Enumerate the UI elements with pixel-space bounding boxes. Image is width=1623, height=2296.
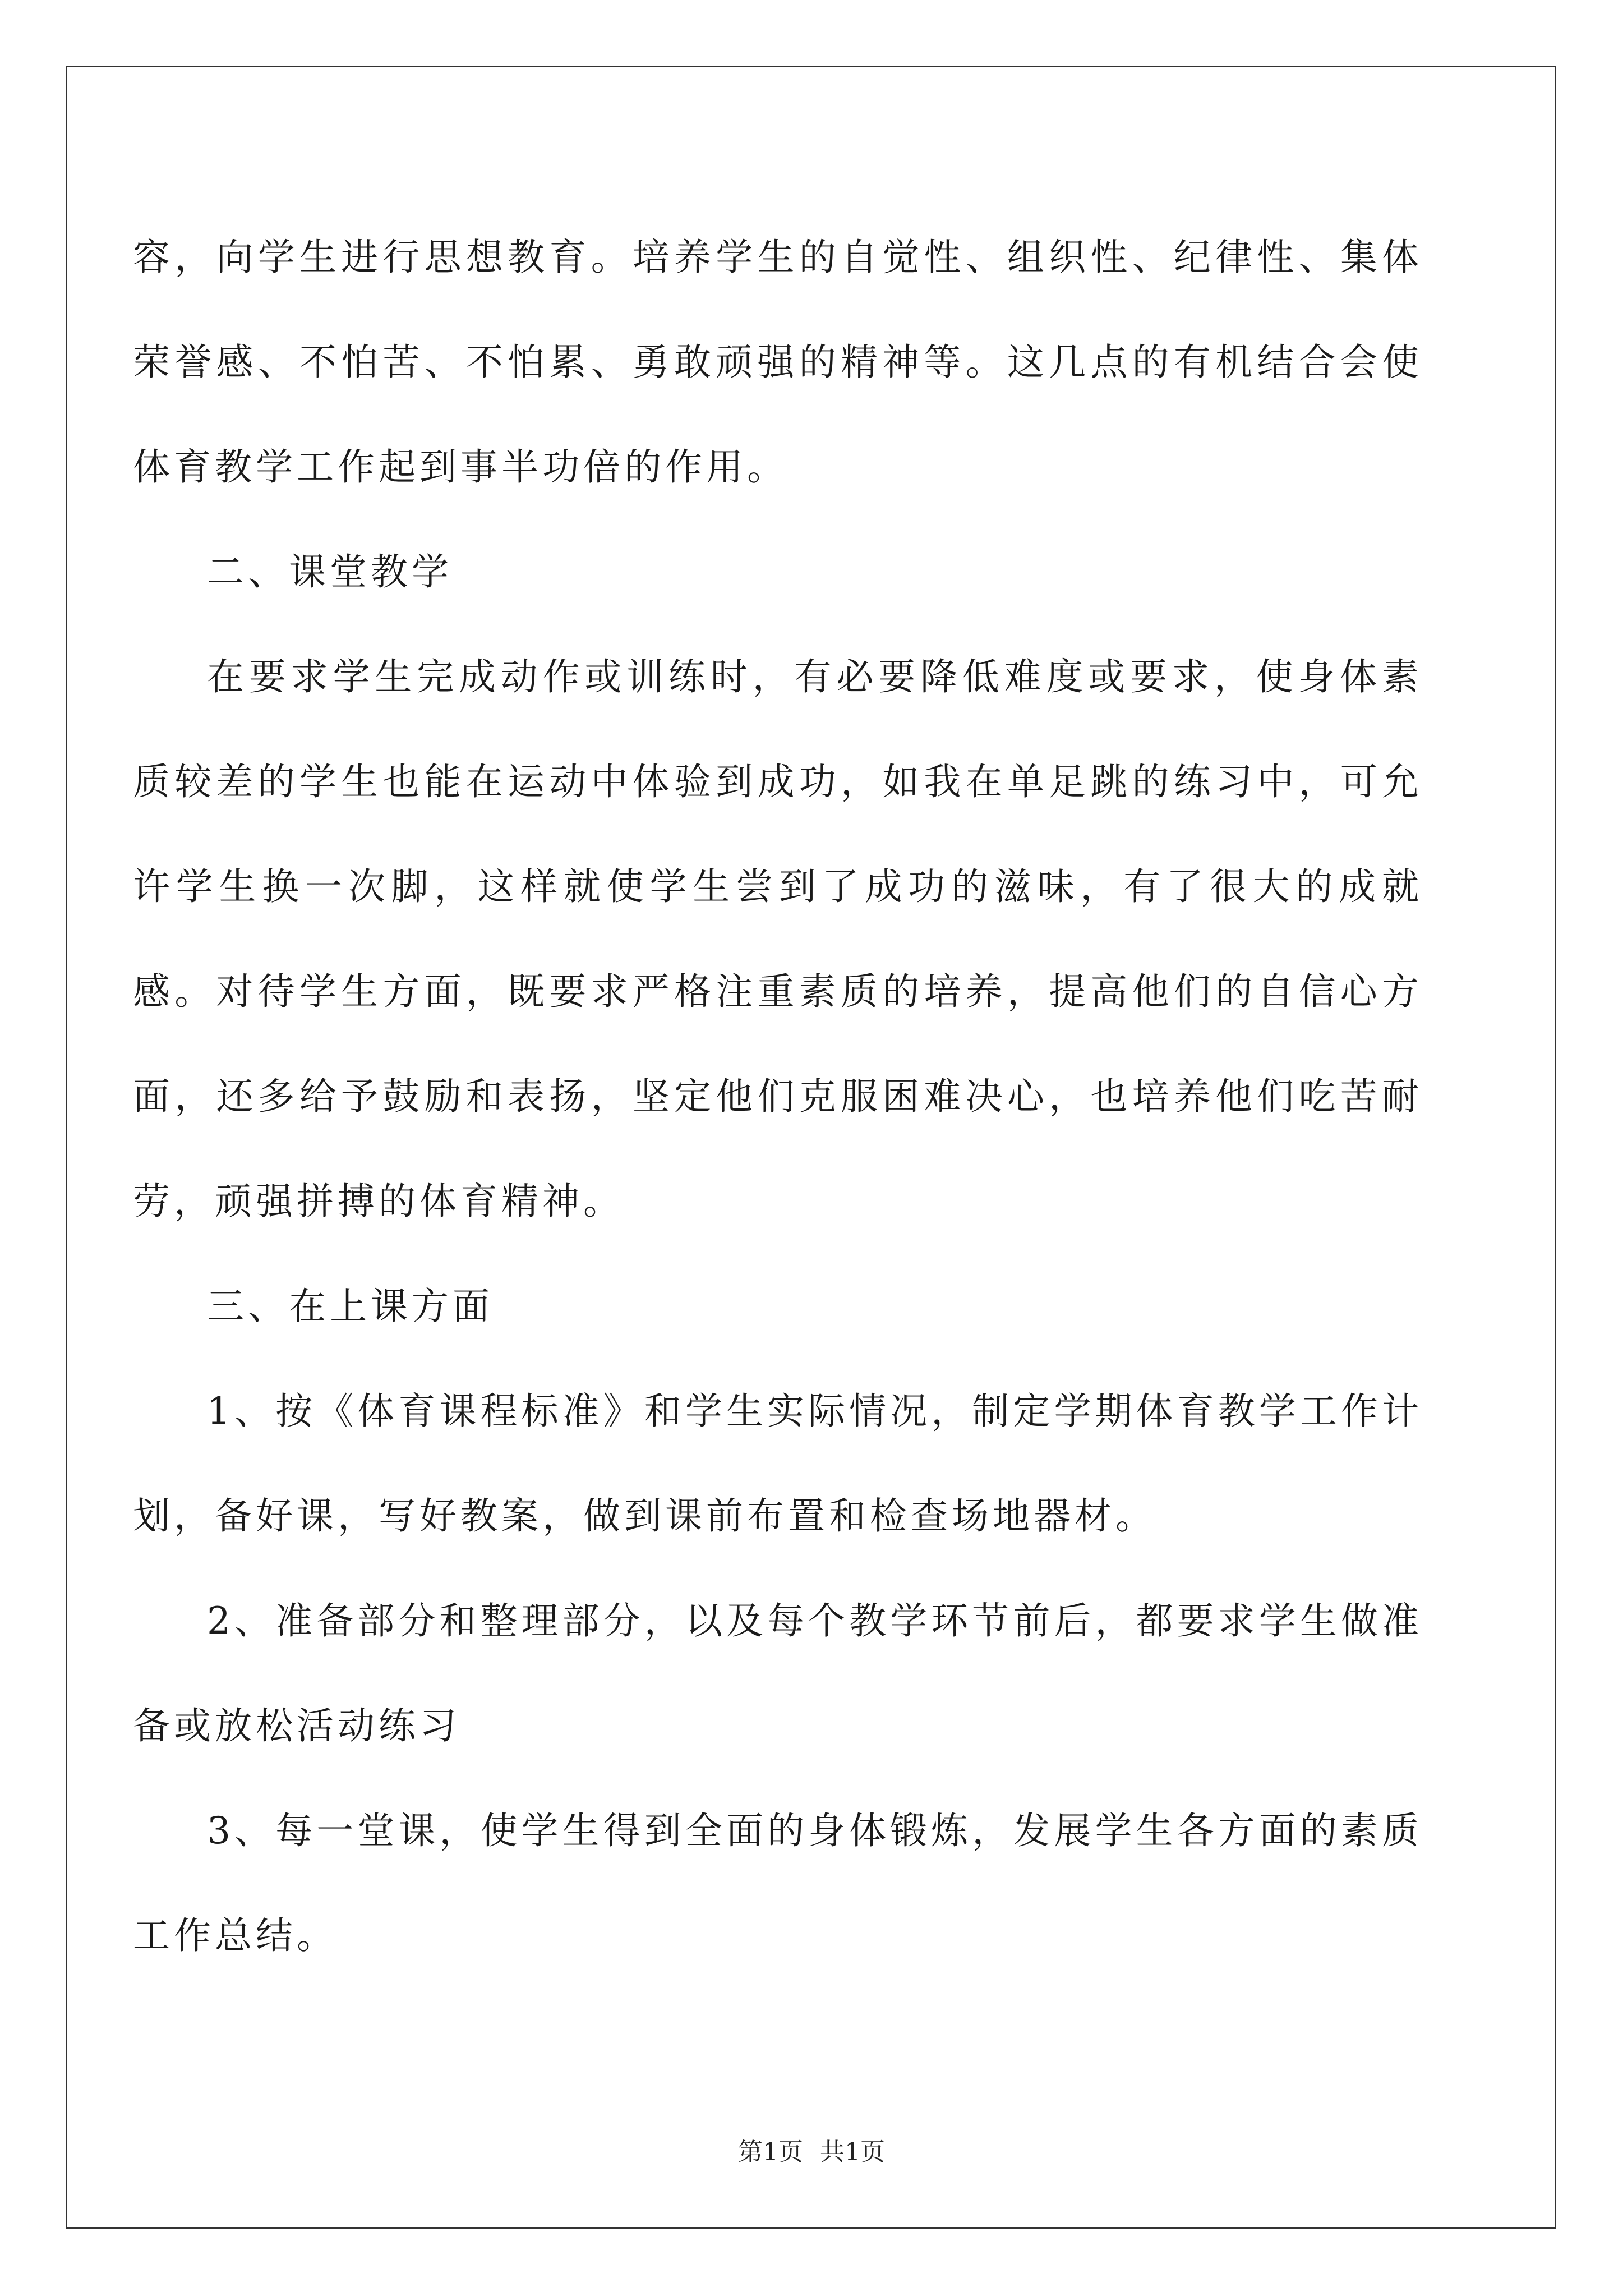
- paragraph-1: 容，向学生进行思想教育。培养学生的自觉性、组织性、纪律性、集体荣誉感、不怕苦、不怕累、勇敢顽强的精神等。这几点的有机结合会使体育教学工作起到事半功倍的作用。: [133, 236, 1423, 489]
- page-number: 第1页: [738, 2138, 803, 2166]
- document-body: [133, 205, 1423, 1988]
- paragraph-2: 在要求学生完成动作或训练时，有必要降低难度或要求，使身体素质较差的学生也能在运动中体验到成功，如我在单足跳的练习中，可允许学生换一次脚，这样就使学生尝到了成功的滋味，有了很大的成就感。对待学生方面，既要求严格注重素质的培养，提高他们的自信心方面，还多给予鼓励和表扬，坚定他们克服困难决心，也培养他们吃苦耐劳，顽强拼搏的体育精神。: [133, 655, 1423, 1223]
- section-heading-classroom-teaching: 二、课堂教学: [207, 550, 453, 593]
- list-item-3: 3、每一堂课，使学生得到全面的身体锻炼，发展学生各方面的素质工作总结。: [133, 1809, 1423, 1957]
- section-heading-class-aspects: 三、在上课方面: [207, 1285, 494, 1328]
- page-total: 共1页: [820, 2138, 885, 2166]
- page-footer: [0, 2132, 1623, 2168]
- list-item-2: 2、准备部分和整理部分，以及每个教学环节前后，都要求学生做准备或放松活动练习: [133, 1599, 1423, 1747]
- list-item-1: 1、按《体育课程标准》和学生实际情况，制定学期体育教学工作计划，备好课，写好教案，做到课前布置和检查场地器材。: [133, 1389, 1423, 1538]
